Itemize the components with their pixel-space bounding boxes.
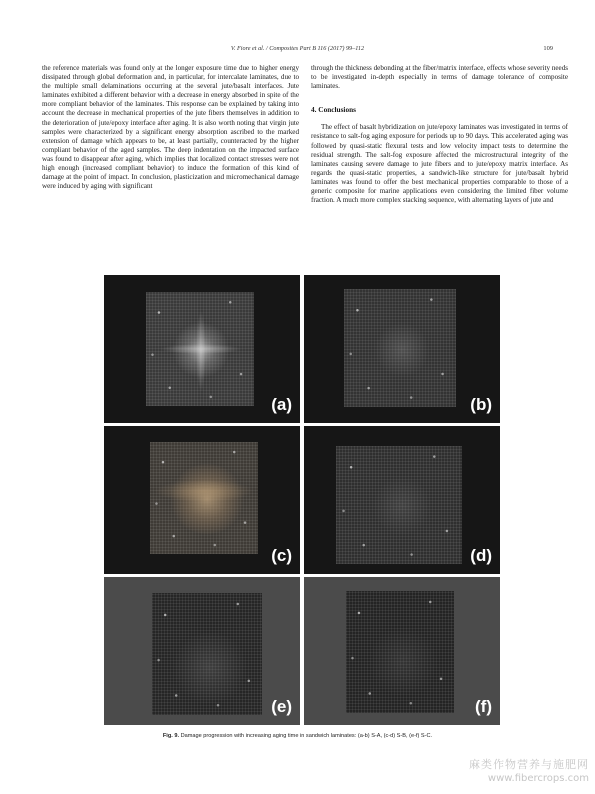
panel-label: (f) xyxy=(475,697,492,716)
figure-panel-d xyxy=(304,426,500,574)
watermark-url: www.fibercrops.com xyxy=(487,773,589,784)
right-column xyxy=(311,64,568,205)
figure-caption-text: Damage progression with increasing aging time in sandwich laminates: (a-b) S-A, (c-d) S-B, (e-f) S-C. xyxy=(180,733,433,739)
surface-specks xyxy=(152,593,262,715)
surface-specks xyxy=(336,446,462,564)
left-column-paragraph: the reference materials was found only at the longer exposure time due to higher energy dissipated through global deformation and, in particular, for intercalate laminates, due to the multiple small delaminations occurring at the several jute/basalt interfaces. Jute laminates exhibited a different behavior with a decrease in energy absorbed in spite of the more compliant behavior of the laminates. This response can be explained by taking into account the decrease in mechanical properties of the jute fibers themselves in addition to the deterioration of jute/epoxy interface after aging. It is also worth noting that virgin jute samples were characterized by a significant energy absorption ascribed to the marked extension of damage which appears to be, at least partially, counteracted by the higher compliant behavior of the aged samples. The deep indentation on the impacted surface was found to disappear after aging, which implies that localized contact stresses were not high enough (increased compliant behavior) to induce the formation of this kind of damage at the point of impact. In conclusion, plasticization and micromechanical damage were induced by aging with significant xyxy=(42,64,299,191)
running-head: V. Fiore et al. / Composites Part B 116 (2017) 99–112 xyxy=(230,45,365,52)
laminate-sample-photo xyxy=(152,593,262,715)
left-column xyxy=(42,64,299,191)
watermark xyxy=(469,756,589,784)
surface-specks xyxy=(344,289,456,407)
surface-specks xyxy=(346,591,454,713)
laminate-sample-photo xyxy=(346,591,454,713)
page-number: 109 xyxy=(543,45,553,52)
laminate-sample-photo xyxy=(344,289,456,407)
laminate-sample-photo xyxy=(146,292,254,406)
panel-label: (e) xyxy=(271,697,292,716)
panel-label: (a) xyxy=(271,395,292,414)
figure-panel-e xyxy=(104,577,300,725)
watermark-chinese: 麻类作物营养与施肥网 xyxy=(469,758,589,771)
figure-panel-a xyxy=(104,275,300,423)
right-column-paragraph-1: through the thickness debonding at the fiber/matrix interface, effects whose severity needs to be investigated in-depth especially in terms of damage tolerance of composite laminates. xyxy=(311,64,568,91)
panel-label: (c) xyxy=(271,546,292,565)
figure-9 xyxy=(104,275,500,726)
section-heading-conclusions: 4. Conclusions xyxy=(311,105,357,115)
figure-panel-f xyxy=(304,577,500,725)
figure-caption xyxy=(0,733,595,739)
panel-label: (d) xyxy=(470,546,492,565)
panel-label: (b) xyxy=(470,395,492,414)
right-column-paragraph-2: The effect of basalt hybridization on jute/epoxy laminates was investigated in terms of resistance to salt-fog aging exposure for periods up to 90 days. This accelerated aging was followed by quasi-static flexural tests and low velocity impact tests to determine the residual strength. The salt-fog exposure affected the microstructural integrity of the laminates causing severe damage to jute fibers and to jute/epoxy matrix interface. As regards the quasi-static properties, a sandwich-like structure for jute/basalt hybrid laminates was found to offer the best mechanical properties comparable to those of a generic composite for marine applications even considering the limited fiber volume fraction. A much more complex stacking sequence, with alternating layers of jute and xyxy=(311,123,568,205)
figure-panel-c xyxy=(104,426,300,574)
figure-caption-label: Fig. 9. xyxy=(162,733,180,739)
laminate-sample-photo xyxy=(150,442,258,554)
figure-panel-b xyxy=(304,275,500,423)
surface-specks xyxy=(150,442,258,554)
surface-specks xyxy=(146,292,254,406)
laminate-sample-photo xyxy=(336,446,462,564)
